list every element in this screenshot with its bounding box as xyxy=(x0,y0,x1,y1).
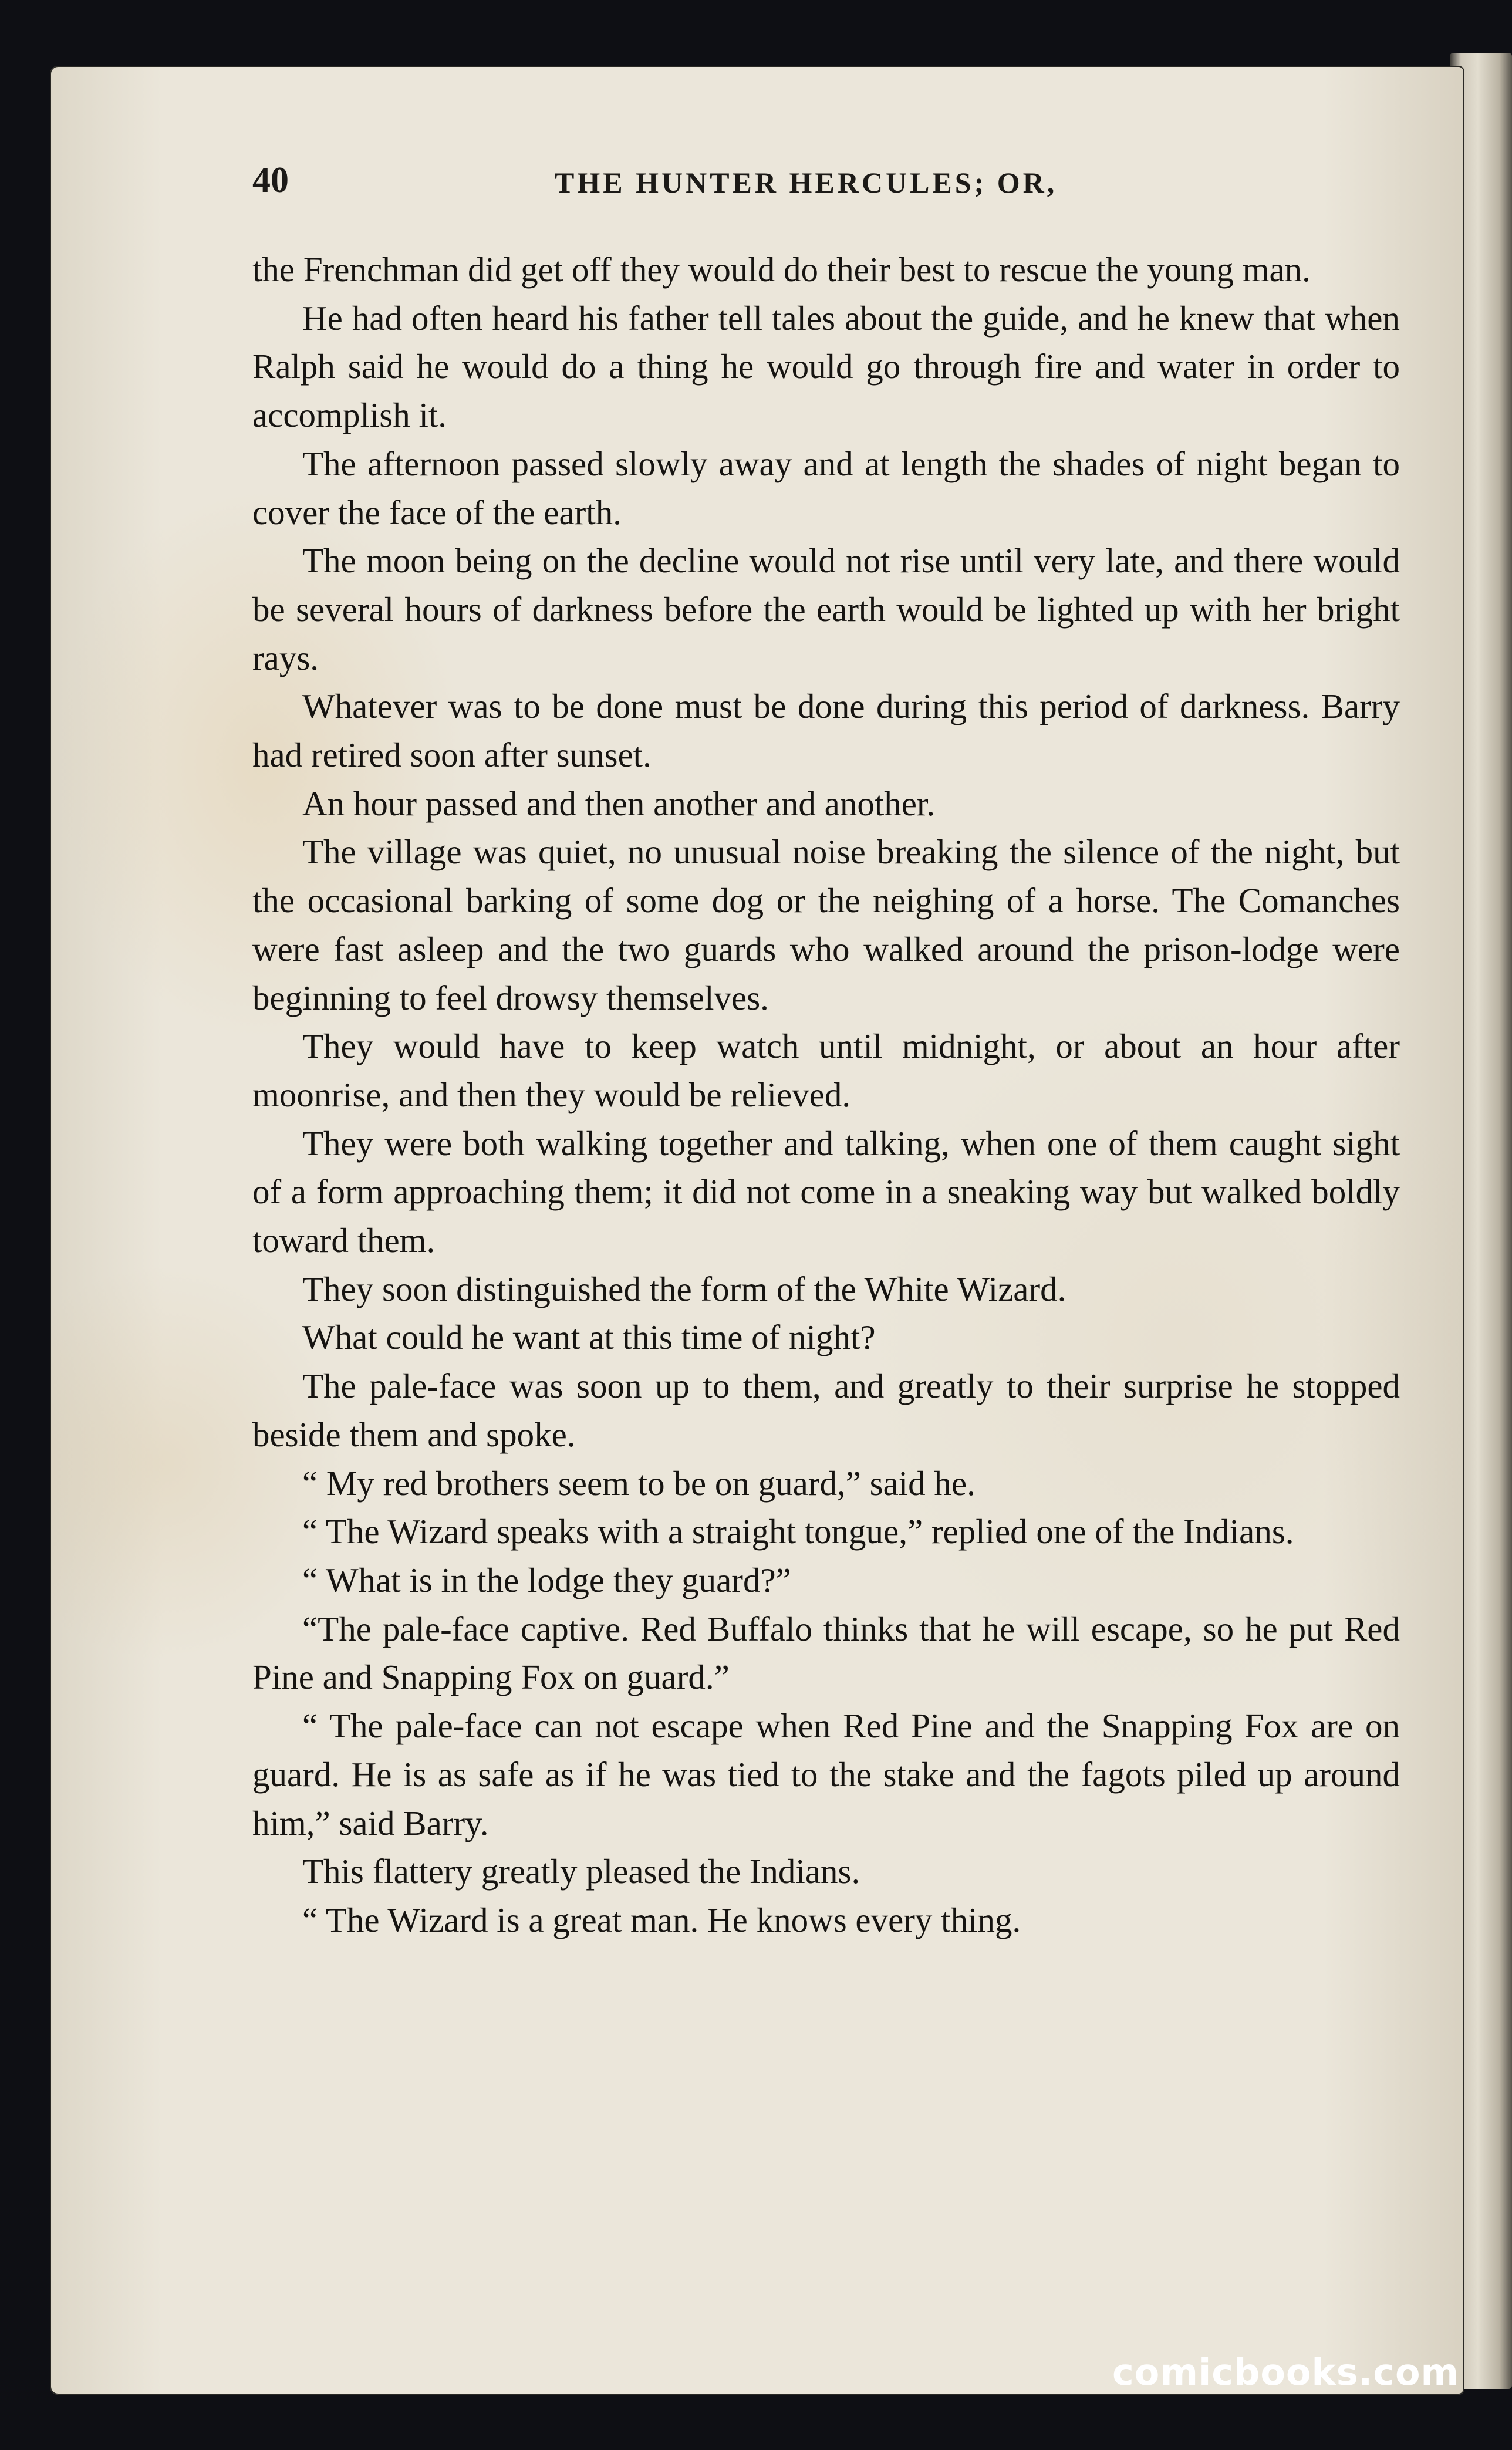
body-text xyxy=(252,245,1400,1945)
paragraph: The pale-face was soon up to them, and greatly to their surprise he stopped beside them and spoke. xyxy=(252,1366,1400,1454)
paragraph: He had often heard his father tell tales about the guide, and he knew that when Ralph said he would do a thing he would go through fire and water in order to accomplish it. xyxy=(252,298,1400,435)
paragraph: The village was quiet, no unusual noise breaking the silence of the night, but the occasional barking of some dog or the neighing of a horse. The Comanches were fast asleep and the two guards who walked around the prison-lodge were beginning to feel drowsy themselves. xyxy=(252,832,1400,1017)
paragraph: “ What is in the lodge they guard?” xyxy=(302,1560,791,1599)
paragraph: “ My red brothers seem to be on guard,” said he. xyxy=(302,1463,976,1503)
paragraph: “The pale-face captive. Red Buffalo thinks that he will escape, so he put Red Pine and Snapping Fox on guard.” xyxy=(252,1609,1400,1697)
paragraph: What could he want at this time of night? xyxy=(302,1318,876,1357)
paragraph: An hour passed and then another and another. xyxy=(302,784,936,823)
paragraph: They soon distinguished the form of the White Wizard. xyxy=(302,1269,1066,1308)
paragraph: the Frenchman did get off they would do their best to rescue the young man. xyxy=(252,250,1311,289)
running-head: THE HUNTER HERCULES; OR, xyxy=(555,166,1058,199)
paragraph: “ The pale-face can not escape when Red Pine and the Snapping Fox are on guard. He is as safe as if he was tied to the stake and the fagots piled up around him,” said Barry. xyxy=(252,1706,1400,1842)
paragraph: They would have to keep watch until midnight, or about an hour after moonrise, and then they would be relieved. xyxy=(252,1027,1400,1114)
paragraph: “ The Wizard speaks with a straight tongue,” replied one of the Indians. xyxy=(302,1512,1294,1551)
page-header xyxy=(252,160,1444,204)
watermark: comicbooks.com xyxy=(1112,2351,1460,2394)
paragraph: They were both walking together and talking, when one of them caught sight of a form approaching them; it did not come in a sneaking way but walked boldly toward them. xyxy=(252,1123,1400,1260)
paragraph: This flattery greatly pleased the Indians. xyxy=(302,1852,860,1891)
page-number: 40 xyxy=(252,160,289,200)
paragraph: The afternoon passed slowly away and at length the shades of night began to cover the face of the earth. xyxy=(252,444,1400,532)
paragraph: Whatever was to be done must be done during this period of darkness. Barry had retired soon after sunset. xyxy=(252,687,1400,775)
paragraph: “ The Wizard is a great man. He knows every thing. xyxy=(302,1900,1021,1939)
paragraph: The moon being on the decline would not rise until very late, and there would be several hours of darkness before the earth would be lighted up with her bright rays. xyxy=(252,541,1400,677)
